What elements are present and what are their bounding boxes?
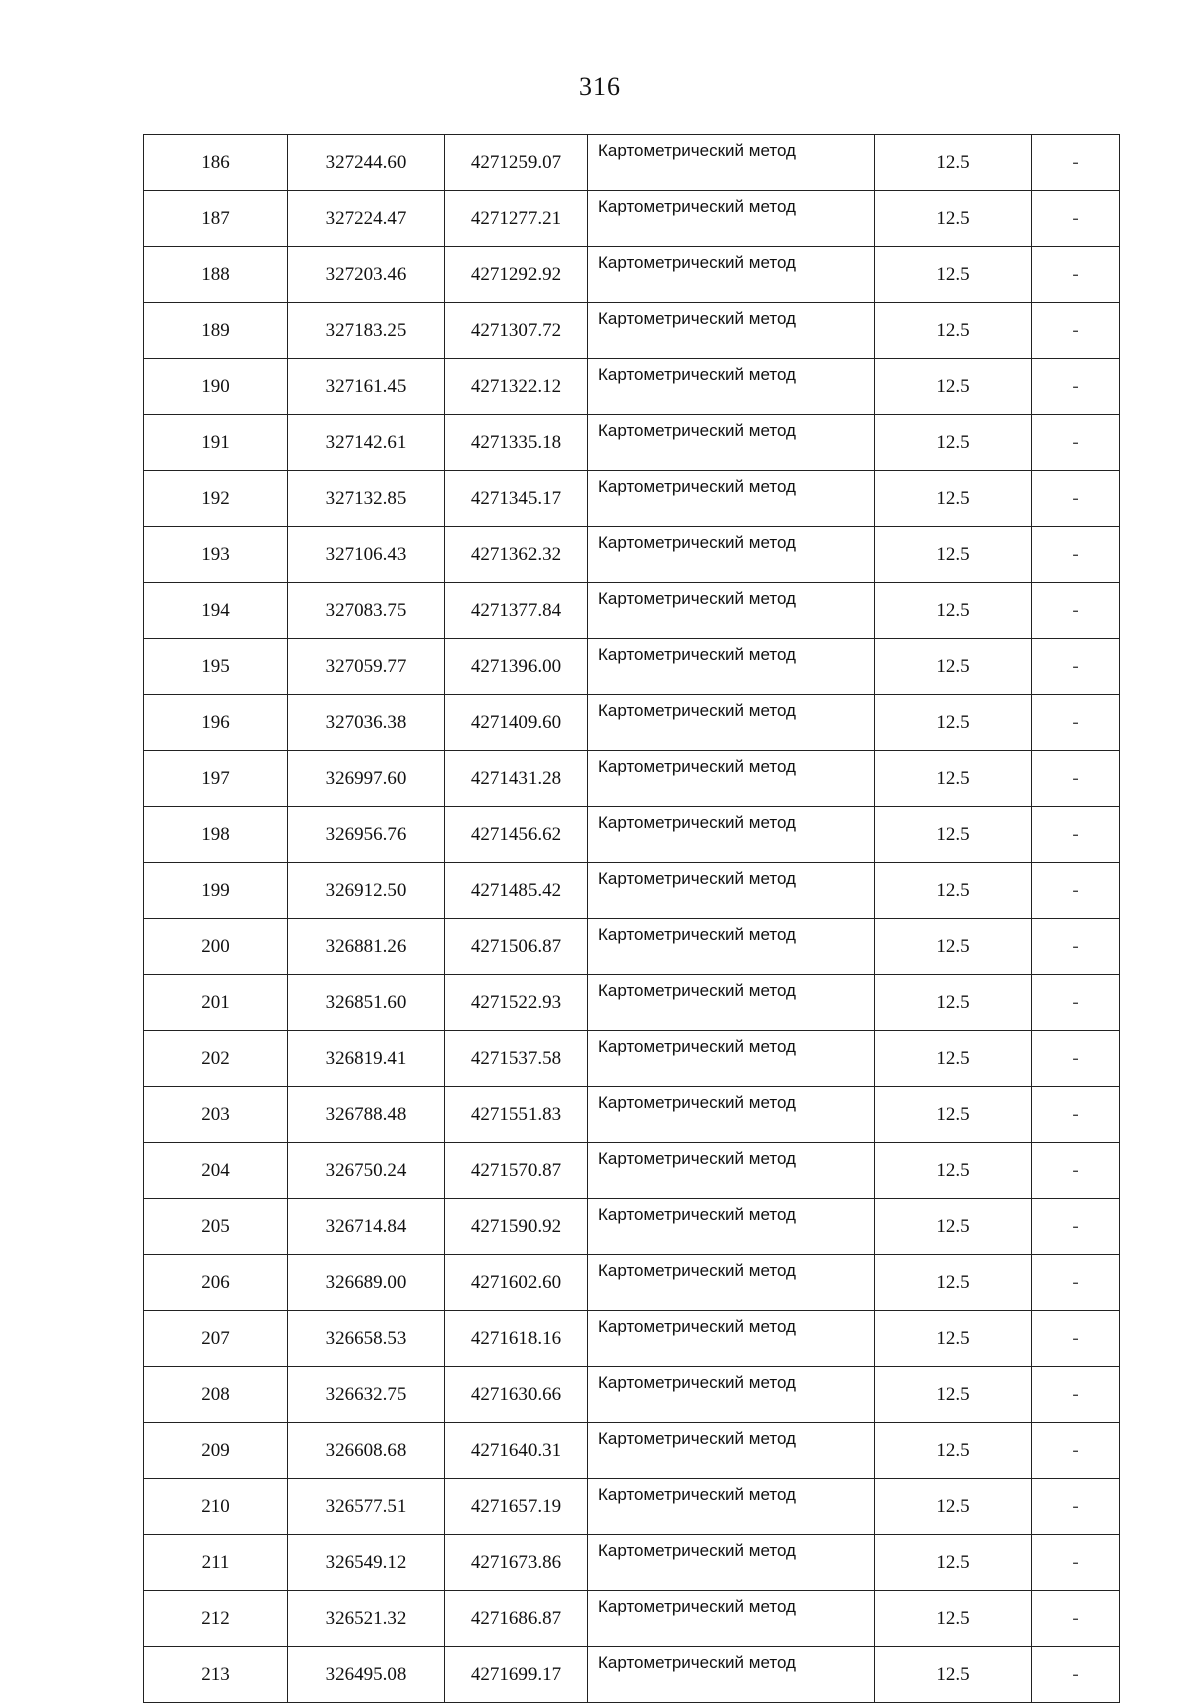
table-row bbox=[144, 919, 1120, 975]
accuracy-cell: 12.5 bbox=[875, 247, 1032, 303]
note-cell: - bbox=[1032, 807, 1120, 863]
y-coordinate-cell: 4271699.17 bbox=[445, 1647, 588, 1703]
point-number-cell: 213 bbox=[144, 1647, 288, 1703]
point-number-cell: 197 bbox=[144, 751, 288, 807]
accuracy-cell: 12.5 bbox=[875, 807, 1032, 863]
table-row bbox=[144, 1535, 1120, 1591]
method-cell: Картометрический метод bbox=[588, 303, 875, 359]
y-coordinate-cell: 4271409.60 bbox=[445, 695, 588, 751]
accuracy-cell: 12.5 bbox=[875, 751, 1032, 807]
point-number-cell: 194 bbox=[144, 583, 288, 639]
table-row bbox=[144, 863, 1120, 919]
point-number-cell: 207 bbox=[144, 1311, 288, 1367]
table-row bbox=[144, 1087, 1120, 1143]
table-row bbox=[144, 695, 1120, 751]
point-number-cell: 205 bbox=[144, 1199, 288, 1255]
x-coordinate-cell: 327161.45 bbox=[288, 359, 445, 415]
method-cell: Картометрический метод bbox=[588, 247, 875, 303]
accuracy-cell: 12.5 bbox=[875, 919, 1032, 975]
method-cell: Картометрический метод bbox=[588, 471, 875, 527]
x-coordinate-cell: 327203.46 bbox=[288, 247, 445, 303]
table-row bbox=[144, 583, 1120, 639]
x-coordinate-cell: 326788.48 bbox=[288, 1087, 445, 1143]
note-cell: - bbox=[1032, 639, 1120, 695]
point-number-cell: 212 bbox=[144, 1591, 288, 1647]
x-coordinate-cell: 326956.76 bbox=[288, 807, 445, 863]
method-cell: Картометрический метод bbox=[588, 1367, 875, 1423]
accuracy-cell: 12.5 bbox=[875, 639, 1032, 695]
y-coordinate-cell: 4271506.87 bbox=[445, 919, 588, 975]
y-coordinate-cell: 4271307.72 bbox=[445, 303, 588, 359]
y-coordinate-cell: 4271537.58 bbox=[445, 1031, 588, 1087]
note-cell: - bbox=[1032, 1311, 1120, 1367]
point-number-cell: 195 bbox=[144, 639, 288, 695]
y-coordinate-cell: 4271657.19 bbox=[445, 1479, 588, 1535]
note-cell: - bbox=[1032, 863, 1120, 919]
y-coordinate-cell: 4271431.28 bbox=[445, 751, 588, 807]
y-coordinate-cell: 4271322.12 bbox=[445, 359, 588, 415]
method-cell: Картометрический метод bbox=[588, 527, 875, 583]
x-coordinate-cell: 326912.50 bbox=[288, 863, 445, 919]
point-number-cell: 206 bbox=[144, 1255, 288, 1311]
table-row bbox=[144, 1647, 1120, 1703]
table-row bbox=[144, 527, 1120, 583]
x-coordinate-cell: 327142.61 bbox=[288, 415, 445, 471]
note-cell: - bbox=[1032, 247, 1120, 303]
x-coordinate-cell: 327036.38 bbox=[288, 695, 445, 751]
note-cell: - bbox=[1032, 1535, 1120, 1591]
note-cell: - bbox=[1032, 695, 1120, 751]
x-coordinate-cell: 326851.60 bbox=[288, 975, 445, 1031]
accuracy-cell: 12.5 bbox=[875, 975, 1032, 1031]
method-cell: Картометрический метод bbox=[588, 359, 875, 415]
x-coordinate-cell: 326714.84 bbox=[288, 1199, 445, 1255]
page-number: 316 bbox=[579, 72, 621, 101]
method-cell: Картометрический метод bbox=[588, 1423, 875, 1479]
point-number-cell: 202 bbox=[144, 1031, 288, 1087]
note-cell: - bbox=[1032, 1199, 1120, 1255]
accuracy-cell: 12.5 bbox=[875, 1423, 1032, 1479]
accuracy-cell: 12.5 bbox=[875, 1199, 1032, 1255]
table-row bbox=[144, 247, 1120, 303]
point-number-cell: 210 bbox=[144, 1479, 288, 1535]
y-coordinate-cell: 4271345.17 bbox=[445, 471, 588, 527]
method-cell: Картометрический метод bbox=[588, 135, 875, 191]
accuracy-cell: 12.5 bbox=[875, 303, 1032, 359]
x-coordinate-cell: 326997.60 bbox=[288, 751, 445, 807]
y-coordinate-cell: 4271335.18 bbox=[445, 415, 588, 471]
table-row bbox=[144, 1479, 1120, 1535]
method-cell: Картометрический метод bbox=[588, 1647, 875, 1703]
accuracy-cell: 12.5 bbox=[875, 1087, 1032, 1143]
note-cell: - bbox=[1032, 1423, 1120, 1479]
accuracy-cell: 12.5 bbox=[875, 1647, 1032, 1703]
point-number-cell: 211 bbox=[144, 1535, 288, 1591]
accuracy-cell: 12.5 bbox=[875, 471, 1032, 527]
x-coordinate-cell: 327224.47 bbox=[288, 191, 445, 247]
method-cell: Картометрический метод bbox=[588, 1479, 875, 1535]
method-cell: Картометрический метод bbox=[588, 807, 875, 863]
table-row bbox=[144, 807, 1120, 863]
note-cell: - bbox=[1032, 303, 1120, 359]
method-cell: Картометрический метод bbox=[588, 415, 875, 471]
point-number-cell: 190 bbox=[144, 359, 288, 415]
y-coordinate-cell: 4271630.66 bbox=[445, 1367, 588, 1423]
x-coordinate-cell: 326549.12 bbox=[288, 1535, 445, 1591]
x-coordinate-cell: 326689.00 bbox=[288, 1255, 445, 1311]
point-number-cell: 199 bbox=[144, 863, 288, 919]
point-number-cell: 191 bbox=[144, 415, 288, 471]
accuracy-cell: 12.5 bbox=[875, 695, 1032, 751]
y-coordinate-cell: 4271377.84 bbox=[445, 583, 588, 639]
y-coordinate-cell: 4271673.86 bbox=[445, 1535, 588, 1591]
point-number-cell: 203 bbox=[144, 1087, 288, 1143]
point-number-cell: 189 bbox=[144, 303, 288, 359]
accuracy-cell: 12.5 bbox=[875, 1031, 1032, 1087]
point-number-cell: 192 bbox=[144, 471, 288, 527]
accuracy-cell: 12.5 bbox=[875, 359, 1032, 415]
method-cell: Картометрический метод bbox=[588, 1199, 875, 1255]
x-coordinate-cell: 326577.51 bbox=[288, 1479, 445, 1535]
accuracy-cell: 12.5 bbox=[875, 415, 1032, 471]
x-coordinate-cell: 326495.08 bbox=[288, 1647, 445, 1703]
note-cell: - bbox=[1032, 527, 1120, 583]
note-cell: - bbox=[1032, 919, 1120, 975]
method-cell: Картометрический метод bbox=[588, 975, 875, 1031]
y-coordinate-cell: 4271362.32 bbox=[445, 527, 588, 583]
y-coordinate-cell: 4271640.31 bbox=[445, 1423, 588, 1479]
table-row bbox=[144, 135, 1120, 191]
table-row bbox=[144, 1423, 1120, 1479]
note-cell: - bbox=[1032, 1591, 1120, 1647]
y-coordinate-cell: 4271590.92 bbox=[445, 1199, 588, 1255]
table-row bbox=[144, 1367, 1120, 1423]
coordinates-table bbox=[143, 134, 1120, 1703]
point-number-cell: 193 bbox=[144, 527, 288, 583]
table-row bbox=[144, 975, 1120, 1031]
note-cell: - bbox=[1032, 415, 1120, 471]
method-cell: Картометрический метод bbox=[588, 863, 875, 919]
point-number-cell: 200 bbox=[144, 919, 288, 975]
method-cell: Картометрический метод bbox=[588, 919, 875, 975]
table-row bbox=[144, 359, 1120, 415]
note-cell: - bbox=[1032, 191, 1120, 247]
table-row bbox=[144, 1255, 1120, 1311]
table-row bbox=[144, 191, 1120, 247]
y-coordinate-cell: 4271686.87 bbox=[445, 1591, 588, 1647]
x-coordinate-cell: 327106.43 bbox=[288, 527, 445, 583]
y-coordinate-cell: 4271602.60 bbox=[445, 1255, 588, 1311]
note-cell: - bbox=[1032, 135, 1120, 191]
note-cell: - bbox=[1032, 1255, 1120, 1311]
y-coordinate-cell: 4271485.42 bbox=[445, 863, 588, 919]
y-coordinate-cell: 4271259.07 bbox=[445, 135, 588, 191]
y-coordinate-cell: 4271396.00 bbox=[445, 639, 588, 695]
y-coordinate-cell: 4271277.21 bbox=[445, 191, 588, 247]
point-number-cell: 208 bbox=[144, 1367, 288, 1423]
note-cell: - bbox=[1032, 1479, 1120, 1535]
method-cell: Картометрический метод bbox=[588, 583, 875, 639]
accuracy-cell: 12.5 bbox=[875, 1367, 1032, 1423]
note-cell: - bbox=[1032, 1367, 1120, 1423]
table-row bbox=[144, 303, 1120, 359]
note-cell: - bbox=[1032, 583, 1120, 639]
y-coordinate-cell: 4271618.16 bbox=[445, 1311, 588, 1367]
point-number-cell: 204 bbox=[144, 1143, 288, 1199]
accuracy-cell: 12.5 bbox=[875, 583, 1032, 639]
method-cell: Картометрический метод bbox=[588, 1255, 875, 1311]
accuracy-cell: 12.5 bbox=[875, 1479, 1032, 1535]
x-coordinate-cell: 326658.53 bbox=[288, 1311, 445, 1367]
table-row bbox=[144, 1199, 1120, 1255]
accuracy-cell: 12.5 bbox=[875, 863, 1032, 919]
x-coordinate-cell: 326521.32 bbox=[288, 1591, 445, 1647]
accuracy-cell: 12.5 bbox=[875, 1311, 1032, 1367]
note-cell: - bbox=[1032, 471, 1120, 527]
method-cell: Картометрический метод bbox=[588, 1535, 875, 1591]
accuracy-cell: 12.5 bbox=[875, 191, 1032, 247]
table-row bbox=[144, 639, 1120, 695]
method-cell: Картометрический метод bbox=[588, 1311, 875, 1367]
accuracy-cell: 12.5 bbox=[875, 1535, 1032, 1591]
note-cell: - bbox=[1032, 975, 1120, 1031]
note-cell: - bbox=[1032, 751, 1120, 807]
x-coordinate-cell: 326881.26 bbox=[288, 919, 445, 975]
x-coordinate-cell: 327083.75 bbox=[288, 583, 445, 639]
table-row bbox=[144, 1143, 1120, 1199]
x-coordinate-cell: 327244.60 bbox=[288, 135, 445, 191]
note-cell: - bbox=[1032, 1143, 1120, 1199]
point-number-cell: 187 bbox=[144, 191, 288, 247]
accuracy-cell: 12.5 bbox=[875, 135, 1032, 191]
method-cell: Картометрический метод bbox=[588, 191, 875, 247]
table-row bbox=[144, 1031, 1120, 1087]
x-coordinate-cell: 327183.25 bbox=[288, 303, 445, 359]
method-cell: Картометрический метод bbox=[588, 1087, 875, 1143]
method-cell: Картометрический метод bbox=[588, 639, 875, 695]
y-coordinate-cell: 4271522.93 bbox=[445, 975, 588, 1031]
method-cell: Картометрический метод bbox=[588, 1031, 875, 1087]
table-row bbox=[144, 1591, 1120, 1647]
accuracy-cell: 12.5 bbox=[875, 527, 1032, 583]
note-cell: - bbox=[1032, 359, 1120, 415]
method-cell: Картометрический метод bbox=[588, 695, 875, 751]
note-cell: - bbox=[1032, 1031, 1120, 1087]
table-row bbox=[144, 415, 1120, 471]
table-row bbox=[144, 1311, 1120, 1367]
y-coordinate-cell: 4271292.92 bbox=[445, 247, 588, 303]
x-coordinate-cell: 326632.75 bbox=[288, 1367, 445, 1423]
point-number-cell: 186 bbox=[144, 135, 288, 191]
x-coordinate-cell: 327132.85 bbox=[288, 471, 445, 527]
y-coordinate-cell: 4271570.87 bbox=[445, 1143, 588, 1199]
accuracy-cell: 12.5 bbox=[875, 1255, 1032, 1311]
point-number-cell: 201 bbox=[144, 975, 288, 1031]
method-cell: Картометрический метод bbox=[588, 751, 875, 807]
method-cell: Картометрический метод bbox=[588, 1143, 875, 1199]
note-cell: - bbox=[1032, 1087, 1120, 1143]
x-coordinate-cell: 327059.77 bbox=[288, 639, 445, 695]
x-coordinate-cell: 326819.41 bbox=[288, 1031, 445, 1087]
x-coordinate-cell: 326608.68 bbox=[288, 1423, 445, 1479]
table-row bbox=[144, 471, 1120, 527]
note-cell: - bbox=[1032, 1647, 1120, 1703]
accuracy-cell: 12.5 bbox=[875, 1591, 1032, 1647]
accuracy-cell: 12.5 bbox=[875, 1143, 1032, 1199]
table-body bbox=[144, 135, 1120, 1703]
method-cell: Картометрический метод bbox=[588, 1591, 875, 1647]
point-number-cell: 198 bbox=[144, 807, 288, 863]
y-coordinate-cell: 4271551.83 bbox=[445, 1087, 588, 1143]
table-row bbox=[144, 751, 1120, 807]
point-number-cell: 209 bbox=[144, 1423, 288, 1479]
point-number-cell: 196 bbox=[144, 695, 288, 751]
point-number-cell: 188 bbox=[144, 247, 288, 303]
y-coordinate-cell: 4271456.62 bbox=[445, 807, 588, 863]
x-coordinate-cell: 326750.24 bbox=[288, 1143, 445, 1199]
